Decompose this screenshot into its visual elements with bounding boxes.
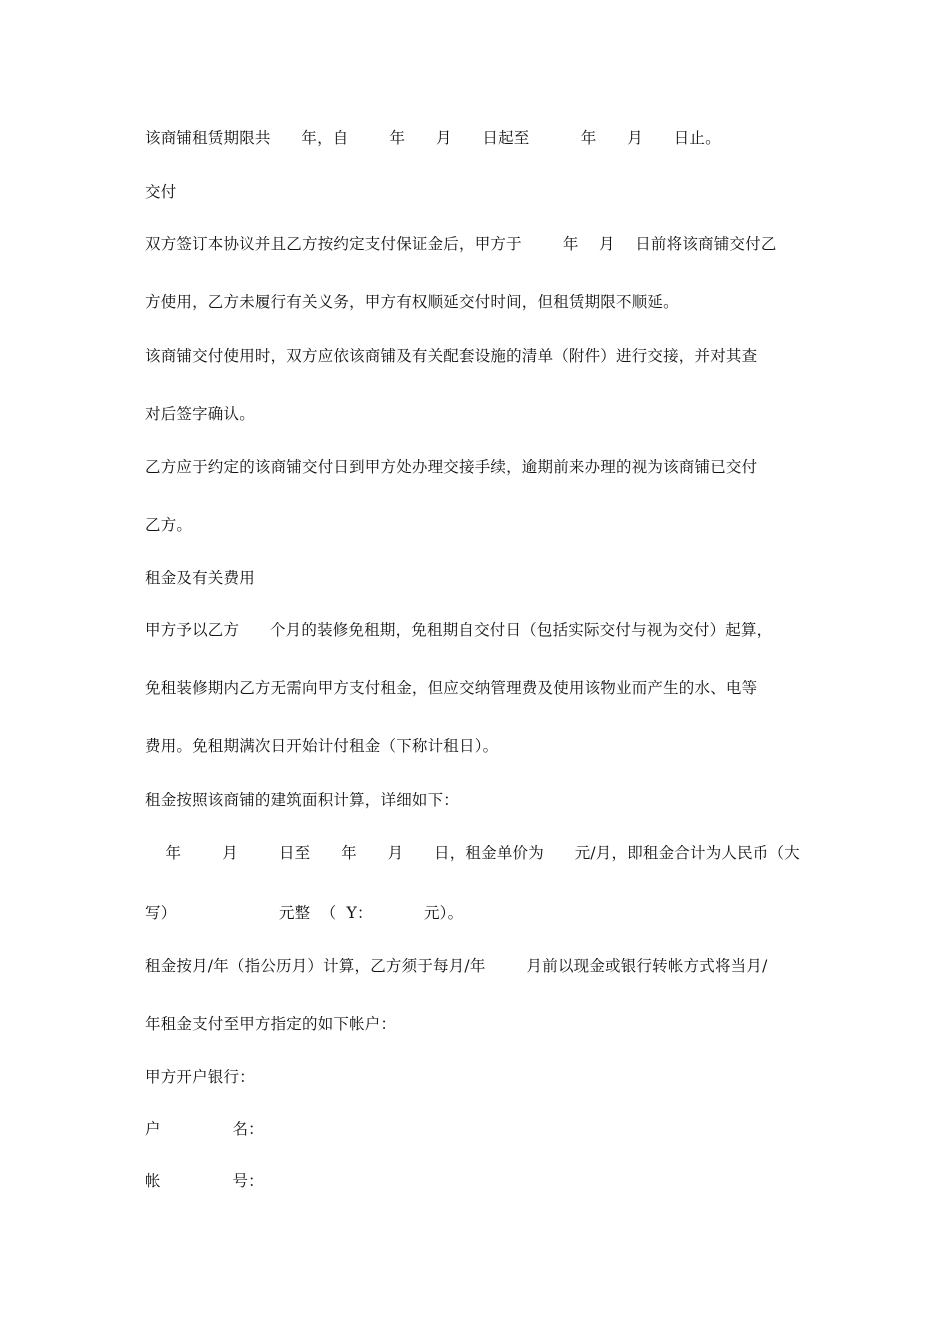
section-heading-rent: 租金及有关费用 [145,569,255,587]
handover-paragraph-line-2: 对后签字确认。 [145,405,255,423]
account-number-field: 帐 号： [145,1172,264,1190]
delivery-paragraph-line-1: 双方签订本协议并且乙方按约定支付保证金后，甲方于 年 月 日前将该商铺交付乙 [145,235,777,253]
payment-paragraph-line-1: 租金按月/年（指公历月）计算，乙方须于每月/年 月前以现金或银行转帐方式将当月/ [145,957,768,975]
procedure-paragraph-line-2: 乙方。 [145,516,193,534]
section-heading-delivery: 交付 [145,183,177,201]
lease-term-line: 该商铺租赁期限共 年，自 年 月 日起至 年 月 日止。 [145,129,721,147]
handover-paragraph-line-1: 该商铺交付使用时，双方应依该商铺及有关配套设施的清单（附件）进行交接，并对其查 [145,347,758,365]
rent-free-paragraph-line-2: 免租装修期内乙方无需向甲方支付租金，但应交纳管理费及使用该物业而产生的水、电等 [145,679,758,697]
rent-free-paragraph-line-1: 甲方予以乙方 个月的装修免租期，免租期自交付日（包括实际交付与视为交付）起算， [145,621,773,639]
delivery-paragraph-line-2: 方使用，乙方未履行有关义务，甲方有权顺延交付时间，但租赁期限不顺延。 [145,293,679,311]
account-name-field: 户 名： [145,1120,264,1138]
rent-calculation-line: 租金按照该商铺的建筑面积计算，详细如下： [145,791,460,809]
rent-amount-line-2: 写） 元整 （ Y： 元）。 [145,904,464,922]
rent-amount-line-1: 年 月 日至 年 月 日，租金单价为 元/月，即租金合计为人民币（大 [145,844,800,862]
bank-name-field: 甲方开户银行： [145,1068,255,1086]
rent-free-paragraph-line-3: 费用。免租期满次日开始计付租金（下称计租日）。 [145,737,499,755]
payment-paragraph-line-2: 年租金支付至甲方指定的如下帐户： [145,1015,397,1033]
procedure-paragraph-line-1: 乙方应于约定的该商铺交付日到甲方处办理交接手续，逾期前来办理的视为该商铺已交付 [145,458,758,476]
